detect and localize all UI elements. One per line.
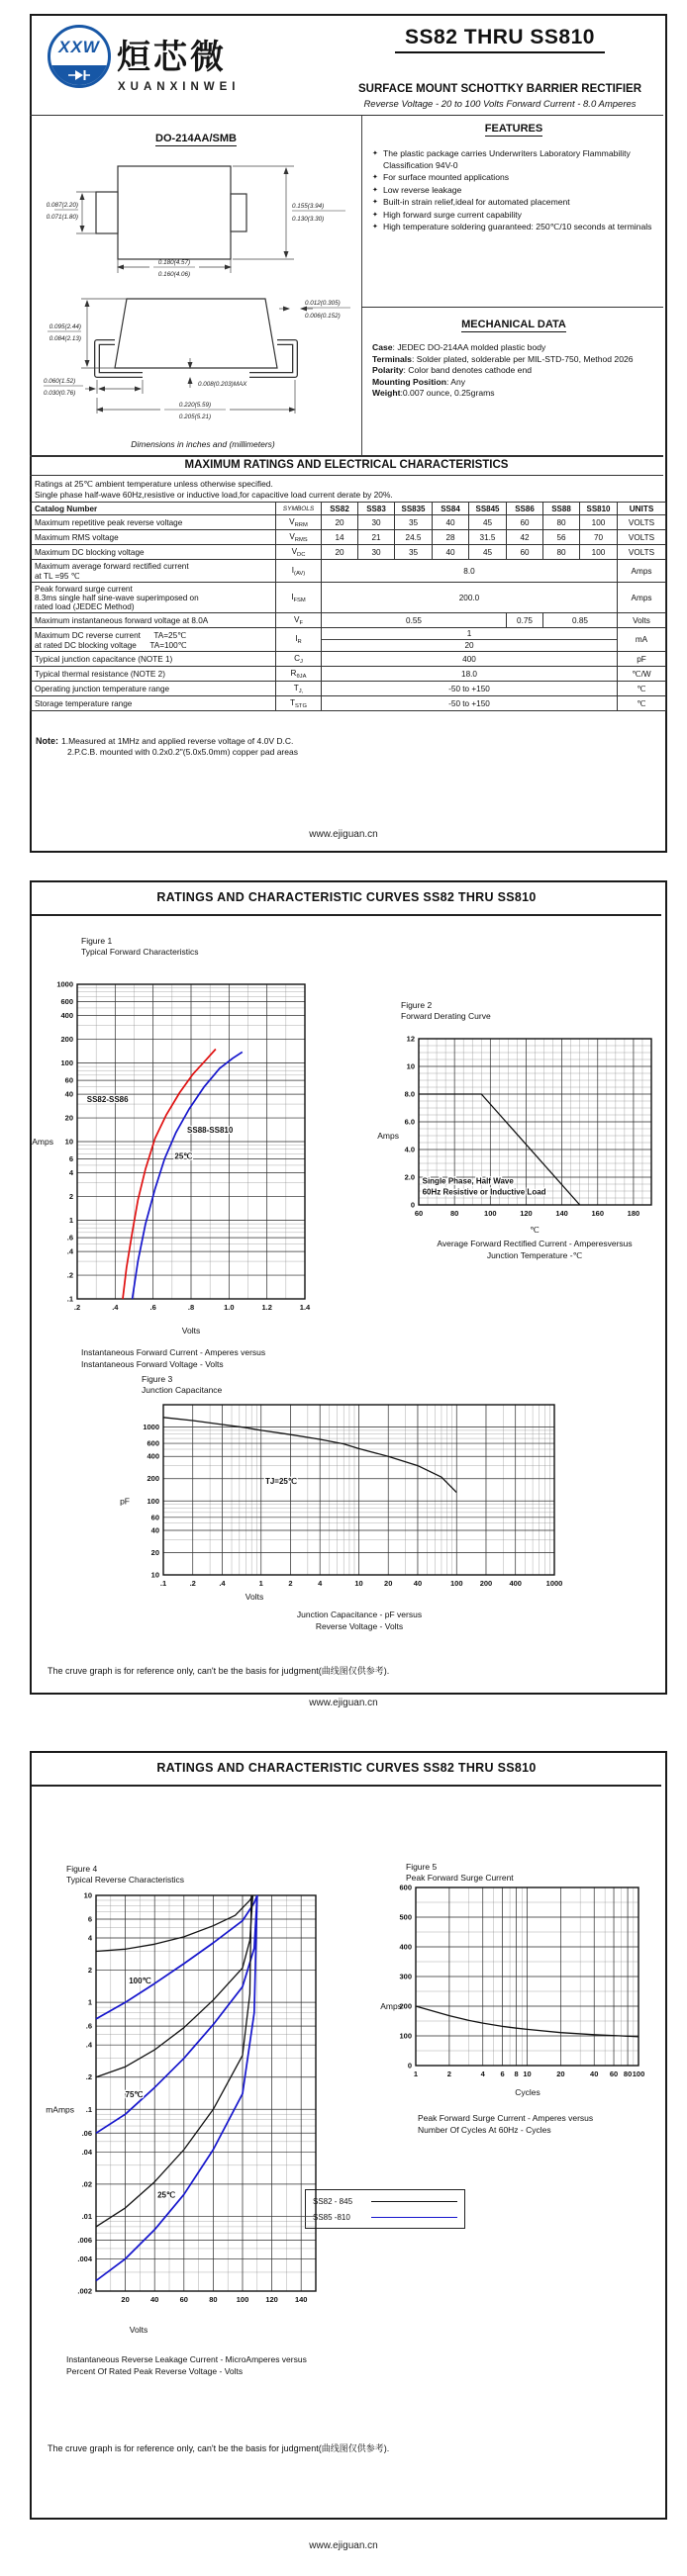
svg-text:.006: .006: [77, 2235, 92, 2245]
device-column-header: SS82: [322, 503, 358, 515]
svg-text:Forward Derating Curve: Forward Derating Curve: [401, 1011, 491, 1021]
svg-text:Junction Capacitance - pF vers: Junction Capacitance - pF versus: [296, 1610, 423, 1619]
svg-text:10: 10: [150, 1570, 159, 1580]
device-column-header: SS845: [469, 503, 507, 515]
svg-text:10: 10: [354, 1579, 363, 1588]
svg-text:.1: .1: [159, 1579, 167, 1588]
svg-text:Instantaneous Reverse Leakage: Instantaneous Reverse Leakage Current - MicroAmperes versus: [66, 2354, 307, 2364]
note-line: 2.P.C.B. mounted with 0.2x0.2"(5.0x5.0mm) copper pad areas: [67, 747, 298, 757]
mechanical-title: MECHANICAL DATA: [461, 319, 566, 330]
svg-text:400: 400: [399, 1942, 412, 1952]
svg-text:.2: .2: [189, 1579, 196, 1588]
table-row: Typical thermal resistance (NOTE 2) $R_{\theta JA}$ 18.0 ℃/W: [31, 667, 666, 682]
svg-text:.8: .8: [187, 1303, 195, 1312]
device-column-header: SS810: [580, 503, 618, 515]
svg-text:Amps: Amps: [380, 2001, 402, 2011]
bullet-icon: ✦: [372, 174, 378, 181]
svg-text:4: 4: [480, 2070, 485, 2078]
svg-text:1000: 1000: [545, 1579, 563, 1588]
bullet-icon: ✦: [372, 186, 378, 194]
svg-text:Volts: Volts: [181, 1326, 201, 1335]
table-cell: 40: [433, 515, 469, 530]
legend-line-sample: [371, 2217, 457, 2218]
svg-text:1: 1: [87, 1997, 92, 2007]
svg-text:0.071(1.80): 0.071(1.80): [46, 214, 78, 221]
svg-text:2: 2: [68, 1192, 73, 1202]
svg-text:Junction Capacitance: Junction Capacitance: [142, 1385, 223, 1395]
svg-text:0.160(4.06): 0.160(4.06): [157, 271, 191, 278]
svg-text:6: 6: [68, 1154, 73, 1164]
svg-text:0.220(5.59): 0.220(5.59): [178, 402, 212, 409]
svg-text:.2: .2: [85, 2072, 92, 2082]
condition-line: Single phase half-wave 60Hz,resistive or inductive load,for capacitive load current derate by 20%.: [35, 489, 393, 500]
company-logo-icon: [48, 25, 111, 88]
svg-text:.004: .004: [77, 2254, 92, 2263]
mechanical-row: Mounting Position: Any: [372, 376, 466, 387]
table-cell: 40: [433, 545, 469, 560]
svg-text:Amps: Amps: [377, 1131, 399, 1141]
svg-text:2: 2: [446, 2070, 451, 2078]
bullet-icon: ✦: [372, 199, 378, 206]
svg-text:0.006(0.152): 0.006(0.152): [305, 313, 341, 320]
part-number-title: SS82 THRU SS810: [395, 26, 605, 53]
svg-text:40: 40: [590, 2070, 599, 2078]
page3-disclaimer: The cruve graph is for reference only, can't be the basis for judgment(曲线图仅供参考).: [48, 2443, 390, 2453]
notes-block: [36, 736, 649, 758]
svg-text:pF: pF: [120, 1496, 130, 1507]
table-cell: 31.5: [469, 530, 507, 545]
svg-text:160: 160: [591, 1209, 605, 1218]
svg-text:.6: .6: [149, 1303, 156, 1312]
features-list: [372, 148, 659, 234]
svg-text:1000: 1000: [143, 1423, 159, 1432]
table-cell: 0.55: [322, 613, 507, 628]
table-cell: 42: [507, 530, 543, 545]
svg-text:.4: .4: [112, 1303, 119, 1312]
svg-text:Figure 4: Figure 4: [66, 1864, 98, 1874]
svg-text:600: 600: [399, 1883, 412, 1892]
svg-text:0.084(2.13): 0.084(2.13): [49, 335, 81, 342]
svg-text:0.130(3.30): 0.130(3.30): [292, 216, 325, 223]
table-row: Operating junction temperature range $T_{J,}$ -50 to +150 ℃: [31, 682, 666, 696]
svg-text:40: 40: [64, 1089, 73, 1099]
svg-text:100℃: 100℃: [129, 1977, 151, 1986]
table-cell: 35: [395, 545, 433, 560]
page2-header: RATINGS AND CHARACTERISTIC CURVES SS82 THRU SS810: [32, 882, 661, 916]
svg-text:Percent Of Rated Peak Reverse: Percent Of Rated Peak Reverse Voltage - Volts: [66, 2366, 244, 2376]
feature-item: ✦ The plastic package carries Underwriters Laboratory Flammability Classification 94V-0: [372, 148, 631, 170]
svg-text:.2: .2: [73, 1303, 81, 1312]
table-cell: 200.0: [322, 583, 618, 613]
feature-item: ✦ High forward surge current capability: [372, 209, 522, 220]
svg-text:400: 400: [60, 1011, 73, 1021]
svg-text:.4: .4: [219, 1579, 226, 1588]
ratings-title: MAXIMUM RATINGS AND ELECTRICAL CHARACTERISTICS: [184, 459, 509, 471]
svg-text:20: 20: [556, 2070, 565, 2078]
feature-item: ✦ Low reverse leakage: [372, 184, 462, 195]
svg-text:40: 40: [150, 1525, 159, 1535]
footer-url[interactable]: www.ejiguan.cn: [309, 1698, 378, 1708]
bullet-icon: ✦: [372, 211, 378, 219]
svg-text:60: 60: [414, 1209, 424, 1218]
svg-text:80: 80: [449, 1209, 459, 1218]
svg-text:80: 80: [623, 2070, 633, 2078]
device-column-header: SS835: [395, 503, 433, 515]
table-cell: 70: [580, 530, 618, 545]
svg-text:.002: .002: [77, 2286, 92, 2296]
table-cell: 400: [322, 652, 618, 667]
svg-text:400: 400: [147, 1451, 159, 1461]
svg-text:200: 200: [479, 1579, 493, 1588]
svg-text:200: 200: [60, 1035, 73, 1045]
header-divider: [30, 115, 663, 116]
mechanical-list: [372, 342, 659, 400]
svg-text:SS88-SS810: SS88-SS810: [187, 1125, 234, 1135]
svg-text:.4: .4: [66, 1246, 73, 1256]
svg-text:1: 1: [68, 1216, 73, 1225]
legend-entry: SS82 - 845: [313, 2195, 457, 2208]
svg-text:100: 100: [60, 1058, 73, 1067]
ratings-table: [30, 502, 666, 711]
svg-text:6: 6: [500, 2070, 505, 2078]
svg-text:1: 1: [258, 1579, 263, 1588]
svg-text:2.0: 2.0: [404, 1172, 415, 1182]
svg-text:1.0: 1.0: [224, 1303, 235, 1312]
table-cell: 45: [469, 545, 507, 560]
svg-text:4: 4: [87, 1933, 92, 1943]
table-row: Maximum instantaneous forward voltage at 8.0A $V_F$ 0.55 0.75 0.85 Volts: [31, 613, 666, 628]
svg-text:10: 10: [64, 1137, 73, 1147]
svg-text:.1: .1: [66, 1294, 73, 1304]
table-row: Maximum DC blocking voltage $V_{DC}$ 20 30 35 40 45 60 80 100 VOLTS: [31, 545, 666, 560]
svg-text:SS82-SS86: SS82-SS86: [86, 1094, 129, 1104]
svg-text:℃: ℃: [530, 1225, 540, 1235]
note-label: Note:: [36, 736, 58, 746]
svg-text:0.180(4.57): 0.180(4.57): [157, 259, 191, 266]
table-cell: 80: [543, 515, 580, 530]
svg-text:0: 0: [410, 1200, 415, 1210]
table-header-row: Catalog Number SYMBOLS SS82 SS83 SS835 SS84 SS845 SS86 SS88 SS810 UNITS: [31, 503, 666, 515]
svg-text:25℃: 25℃: [174, 1151, 193, 1161]
table-cell: 18.0: [322, 667, 618, 682]
svg-text:.1: .1: [85, 2104, 92, 2114]
fig2-chart: [371, 994, 668, 1276]
svg-text:600: 600: [60, 997, 73, 1007]
svg-text:1.2: 1.2: [261, 1303, 272, 1312]
svg-text:100: 100: [632, 2070, 645, 2078]
column-divider: [361, 116, 362, 456]
fig4-chart: [35, 1858, 366, 2384]
svg-text:140: 140: [555, 1209, 568, 1218]
svg-text:0.087(2.20): 0.087(2.20): [46, 202, 78, 209]
table-cell: -50 to +150: [322, 682, 618, 696]
svg-text:120: 120: [520, 1209, 533, 1218]
device-column-header: SS83: [358, 503, 395, 515]
svg-text:80: 80: [209, 2295, 218, 2304]
svg-text:60: 60: [150, 1513, 159, 1522]
device-column-header: SS84: [433, 503, 469, 515]
table-row: Storage temperature range $T_{STG}$ -50 to +150 ℃: [31, 696, 666, 711]
svg-text:20: 20: [384, 1579, 393, 1588]
svg-text:1: 1: [413, 2070, 419, 2078]
page3-header: RATINGS AND CHARACTERISTIC CURVES SS82 THRU SS810: [32, 1753, 661, 1787]
svg-text:8: 8: [514, 2070, 519, 2078]
svg-text:100: 100: [236, 2295, 249, 2304]
svg-text:Average Forward Rectified Curr: Average Forward Rectified Current - Amperesversus: [437, 1239, 633, 1248]
svg-text:1.4: 1.4: [299, 1303, 311, 1312]
doc-subtitle: SURFACE MOUNT SCHOTTKY BARRIER RECTIFIER: [357, 83, 642, 95]
svg-text:Junction Temperature -℃: Junction Temperature -℃: [486, 1250, 583, 1260]
footer-url[interactable]: www.ejiguan.cn: [309, 829, 378, 840]
svg-text:.6: .6: [85, 2021, 92, 2031]
svg-text:120: 120: [265, 2295, 278, 2304]
svg-text:.4: .4: [85, 2040, 92, 2050]
bullet-icon: ✦: [372, 224, 378, 230]
table-cell: 0.75: [507, 613, 543, 628]
svg-text:0.008(0.203)MAX: 0.008(0.203)MAX: [198, 381, 247, 388]
table-row: Maximum repetitive peak reverse voltage $V_{RRM}$ 20 30 35 40 45 60 80 100 VOLTS: [31, 515, 666, 530]
fig3-chart: [84, 1370, 643, 1642]
features-mech-divider: [361, 307, 663, 308]
table-cell: 24.5: [395, 530, 433, 545]
package-top-view: [46, 154, 351, 279]
ratings-top-rule: [30, 455, 663, 457]
table-row: Maximum RMS voltage $V_{RMS}$ 14 21 24.5 28 31.5 42 56 70 VOLTS: [31, 530, 666, 545]
svg-text:Figure 5: Figure 5: [406, 1862, 438, 1872]
logo-xxw-text: XXW: [58, 38, 100, 56]
svg-text:.2: .2: [66, 1270, 73, 1280]
svg-text:0.155(3.94): 0.155(3.94): [292, 203, 325, 210]
table-cell: 20: [322, 545, 358, 560]
page2-disclaimer: The cruve graph is for reference only, can't be the basis for judgment(曲线图仅供参考).: [48, 1666, 390, 1676]
svg-text:400: 400: [509, 1579, 522, 1588]
bullet-icon: ✦: [372, 150, 378, 157]
svg-text:60: 60: [609, 2070, 619, 2078]
svg-text:.6: .6: [66, 1233, 73, 1242]
svg-text:1000: 1000: [56, 979, 73, 989]
svg-text:6.0: 6.0: [404, 1117, 415, 1127]
svg-text:Typical Reverse Characteristic: Typical Reverse Characteristics: [66, 1875, 185, 1885]
table-cell: 0.85: [543, 613, 618, 628]
table-row: Maximum DC reverse current TA=25℃ at rated DC blocking voltage TA=100℃ $I_R$ 1 20 mA: [31, 628, 666, 652]
table-cell: 30: [358, 545, 395, 560]
svg-text:6: 6: [87, 1914, 92, 1924]
svg-text:140: 140: [294, 2295, 308, 2304]
svg-text:8.0: 8.0: [404, 1089, 415, 1099]
svg-text:600: 600: [147, 1438, 159, 1448]
svg-text:60: 60: [64, 1075, 73, 1085]
footer-url[interactable]: www.ejiguan.cn: [309, 2540, 378, 2551]
table-cell: 45: [469, 515, 507, 530]
dimensions-caption: Dimensions in inches and (millimeters): [131, 439, 275, 449]
table-cell: 100: [580, 515, 618, 530]
svg-text:Figure 3: Figure 3: [142, 1374, 173, 1384]
table-cell: 30: [358, 515, 395, 530]
svg-text:500: 500: [399, 1912, 412, 1922]
svg-text:0.030(0.76): 0.030(0.76): [44, 390, 76, 397]
fig1-chart: [20, 928, 364, 1383]
package-name: DO-214AA/SMB: [155, 133, 237, 144]
package-side-view: [42, 279, 353, 433]
feature-item: ✦ Built-in strain relief,ideal for automated placement: [372, 197, 570, 207]
svg-text:100: 100: [484, 1209, 497, 1218]
svg-text:4: 4: [318, 1579, 323, 1588]
doc-ratings-line: Reverse Voltage - 20 to 100 Volts Forward Current - 8.0 Amperes: [363, 99, 637, 110]
brand-name-en: XUANXINWEI: [118, 81, 241, 93]
ratings-title-rule: [30, 475, 663, 476]
mechanical-row: Polarity: Color band denotes cathode end: [372, 365, 533, 375]
svg-text:0.095(2.44): 0.095(2.44): [49, 323, 81, 330]
svg-text:Figure 1: Figure 1: [81, 936, 113, 946]
svg-text:0.205(5.21): 0.205(5.21): [178, 414, 212, 420]
svg-text:10: 10: [83, 1890, 92, 1900]
features-title: FEATURES: [484, 123, 543, 135]
svg-text:60: 60: [179, 2295, 188, 2304]
svg-text:60Hz Resistive or Inductive Lo: 60Hz Resistive or Inductive Load: [422, 1187, 546, 1197]
table-cell: 80: [543, 545, 580, 560]
device-column-header: SS86: [507, 503, 543, 515]
ratings-conditions: [35, 479, 658, 500]
table-row: Typical junction capacitance (NOTE 1) $C_J$ 400 pF: [31, 652, 666, 667]
svg-text:Volts: Volts: [129, 2325, 148, 2335]
svg-text:200: 200: [147, 1474, 159, 1484]
table-row: Peak forward surge current 8.3ms single half sine-wave superimposed on rated load (JEDEC Method) $I_{FSM}$ 200.0 Amps: [31, 583, 666, 613]
svg-text:100: 100: [449, 1579, 463, 1588]
feature-item: ✦ For surface mounted applications: [372, 172, 510, 182]
svg-text:40: 40: [150, 2295, 159, 2304]
svg-text:75℃: 75℃: [125, 2089, 144, 2099]
svg-text:Peak Forward Surge Current: Peak Forward Surge Current: [406, 1873, 514, 1883]
legend-entry: SS85 -810: [313, 2211, 457, 2224]
table-cell: 60: [507, 515, 543, 530]
condition-line: Ratings at 25℃ ambient temperature unless otherwise specified.: [35, 479, 273, 489]
table-cell: 28: [433, 530, 469, 545]
table-cell: 56: [543, 530, 580, 545]
table-row: Maximum average forward rectified current at TL =95 ℃ $I_{(AV)}$ 8.0 Amps: [31, 560, 666, 583]
svg-text:12: 12: [406, 1034, 415, 1044]
svg-text:Volts: Volts: [245, 1592, 264, 1602]
svg-text:TJ=25℃: TJ=25℃: [264, 1477, 297, 1487]
table-cell: 21: [358, 530, 395, 545]
svg-text:10: 10: [406, 1061, 415, 1071]
title-block: [342, 26, 658, 53]
svg-text:0: 0: [407, 2061, 412, 2070]
svg-text:mAmps: mAmps: [46, 2104, 74, 2115]
table-cell: 14: [322, 530, 358, 545]
svg-text:20: 20: [64, 1113, 73, 1123]
table-cell: -50 to +150: [322, 696, 618, 711]
svg-text:.02: .02: [81, 2179, 92, 2189]
table-cell: 60: [507, 545, 543, 560]
svg-text:10: 10: [523, 2070, 532, 2078]
table-cell: 35: [395, 515, 433, 530]
svg-text:20: 20: [150, 1547, 159, 1557]
brand-name-cn: 烜芯微: [117, 39, 227, 76]
mechanical-row: Case: JEDEC DO-214AA molded plastic body: [372, 342, 546, 352]
svg-text:Typical Forward Characteristic: Typical Forward Characteristics: [81, 947, 199, 957]
fig5-chart: [374, 1858, 666, 2145]
svg-text:Instantaneous Forward Current: Instantaneous Forward Current - Amperes versus: [81, 1347, 266, 1357]
logo-diode-icon: [50, 65, 108, 85]
mechanical-row: Weight:0.007 ounce, 0.25grams: [372, 388, 495, 398]
mechanical-row: Terminals: Solder plated, solderable per MIL-STD-750, Method 2026: [372, 353, 634, 364]
svg-text:Number Of Cycles At 60Hz - Cyc: Number Of Cycles At 60Hz - Cycles: [418, 2125, 551, 2135]
svg-text:300: 300: [399, 1972, 412, 1981]
svg-text:.01: .01: [81, 2211, 92, 2221]
svg-text:0.060(1.52): 0.060(1.52): [44, 378, 76, 385]
svg-text:.04: .04: [81, 2147, 92, 2157]
svg-text:100: 100: [147, 1496, 159, 1506]
feature-item: ✦ High temperature soldering guaranteed: 250℃/10 seconds at terminals: [372, 222, 652, 231]
device-column-header: SS88: [543, 503, 580, 515]
svg-text:2: 2: [288, 1579, 293, 1588]
svg-text:25℃: 25℃: [157, 2190, 175, 2200]
svg-text:Single Phase, Half Wave: Single Phase, Half Wave: [422, 1176, 514, 1186]
table-cell: 1 20: [322, 628, 618, 652]
table-cell: 100: [580, 545, 618, 560]
svg-text:4: 4: [68, 1168, 73, 1178]
note-line: 1.Measured at 1MHz and applied reverse voltage of 4.0V D.C.: [61, 736, 294, 746]
svg-text:0.012(0.305): 0.012(0.305): [305, 300, 341, 307]
svg-text:40: 40: [413, 1579, 423, 1588]
svg-text:100: 100: [399, 2031, 412, 2041]
svg-text:Cycles: Cycles: [515, 2087, 540, 2097]
table-cell: 8.0: [322, 560, 618, 583]
svg-text:Reverse Voltage - Volts: Reverse Voltage - Volts: [315, 1621, 404, 1631]
svg-text:20: 20: [121, 2295, 130, 2304]
svg-text:2: 2: [87, 1966, 92, 1976]
svg-text:Peak Forward Surge Current - A: Peak Forward Surge Current - Amperes versus: [418, 2113, 594, 2123]
svg-text:Instantaneous Forward Voltage: Instantaneous Forward Voltage - Volts: [81, 1359, 224, 1369]
svg-text:Figure 2: Figure 2: [401, 1000, 433, 1010]
legend-line-sample: [371, 2201, 457, 2202]
svg-text:4.0: 4.0: [404, 1145, 415, 1154]
table-cell: 20: [322, 515, 358, 530]
svg-text:180: 180: [627, 1209, 640, 1218]
svg-text:200: 200: [399, 2001, 412, 2011]
svg-text:.06: .06: [81, 2128, 92, 2138]
svg-text:Amps: Amps: [32, 1137, 53, 1147]
